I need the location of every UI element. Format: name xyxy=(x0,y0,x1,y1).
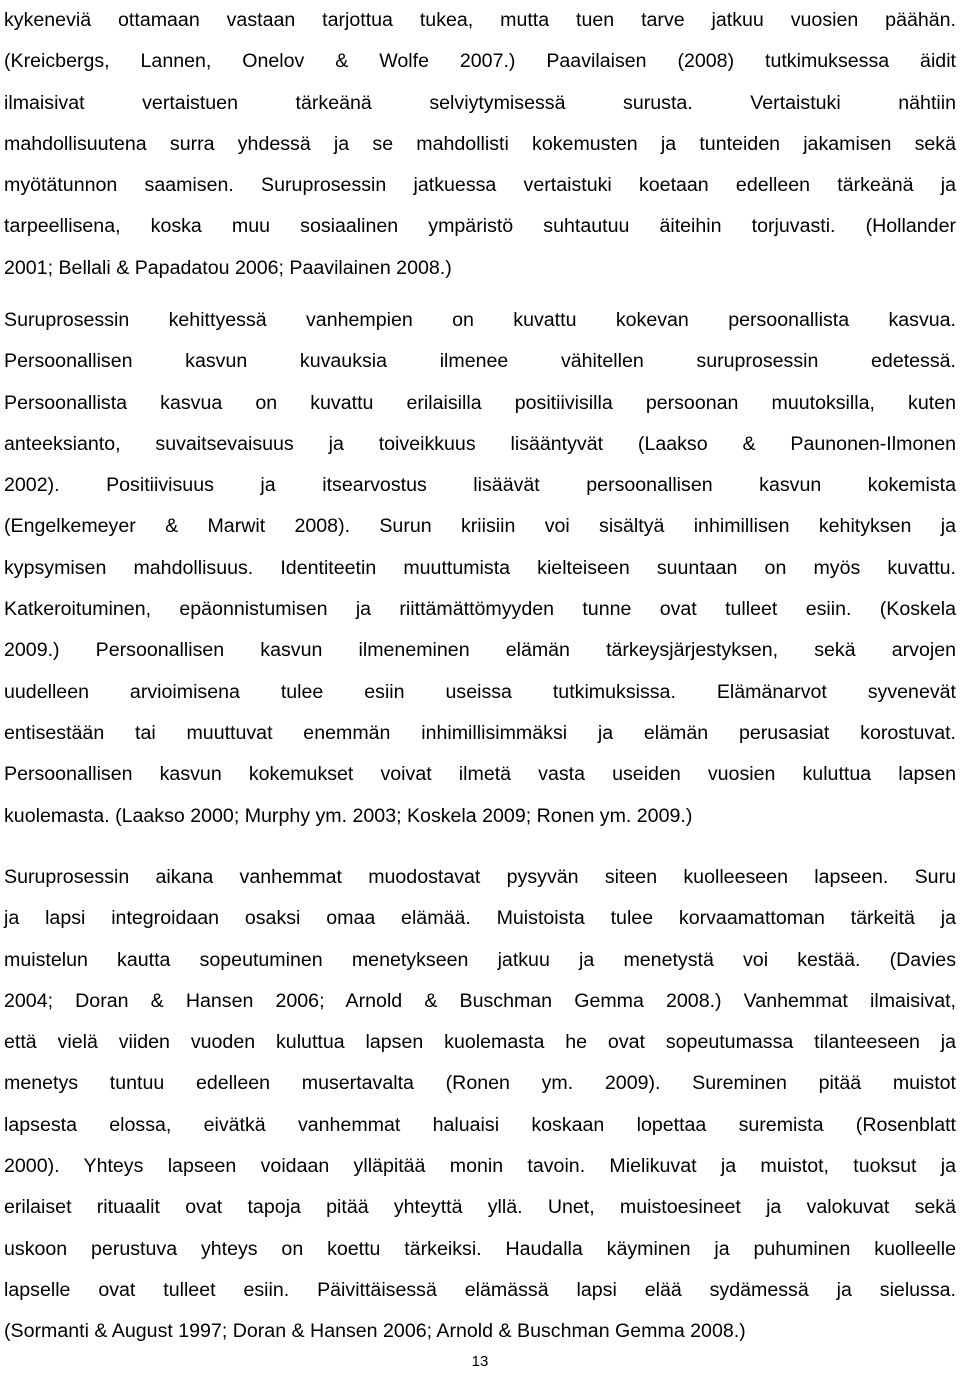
text-line: uskoon perustuva yhteys on koettu tärkeiksi. Haudalla käyminen ja puhuminen kuolleelle xyxy=(4,1237,956,1260)
text-line: tarpeellisena, koska muu sosiaalinen ympäristö suhtautuu äiteihin torjuvasti. (Hollander xyxy=(4,215,956,238)
text-line: 2001; Bellali & Papadatou 2006; Paavilainen 2008.) xyxy=(4,256,452,279)
text-line: mahdollisuutena surra yhdessä ja se mahdollisti kokemusten ja tunteiden jakamisen sekä xyxy=(4,132,956,155)
paragraph-2 xyxy=(4,300,956,837)
text-line: 2009.) Persoonallisen kasvun ilmeneminen elämän tärkeysjärjestyksen, sekä arvojen xyxy=(4,639,956,662)
paragraph-3 xyxy=(4,857,956,1353)
text-line: muistelun kautta sopeutuminen menetykseen jatkuu ja menetystä voi kestää. (Davies xyxy=(4,948,956,971)
text-line: että vielä viiden vuoden kuluttua lapsen kuolemasta he ovat sopeutumassa tilanteeseen ja xyxy=(4,1031,956,1054)
text-line: kykeneviä ottamaan vastaan tarjottua tukea, mutta tuen tarve jatkuu vuosien päähän. xyxy=(4,9,956,31)
text-line: (Sormanti & August 1997; Doran & Hansen 2006; Arnold & Buschman Gemma 2008.) xyxy=(4,1320,746,1343)
text-line: Persoonallisen kasvun kuvauksia ilmenee vähitellen suruprosessin edetessä. xyxy=(4,350,956,373)
text-line: entisestään tai muuttuvat enemmän inhimillisimmäksi ja elämän perusasiat korostuvat. xyxy=(4,721,956,744)
text-line: anteeksianto, suvaitsevaisuus ja toiveikkuus lisääntyvät (Laakso & Paunonen-Ilmonen xyxy=(4,432,956,455)
text-line: Persoonallista kasvua on kuvattu erilaisilla positiivisilla persoonan muutoksilla, kuten xyxy=(4,391,956,414)
text-line: ja lapsi integroidaan osaksi omaa elämää. Muistoista tulee korvaamattoman tärkeitä ja xyxy=(4,907,956,930)
text-line: 2002). Positiivisuus ja itsearvostus lisäävät persoonallisen kasvun kokemista xyxy=(4,474,956,497)
text-line: kuolemasta. (Laakso 2000; Murphy ym. 2003; Koskela 2009; Ronen ym. 2009.) xyxy=(4,804,693,827)
text-line: menetys tuntuu edelleen musertavalta (Ronen ym. 2009). Sureminen pitää muistot xyxy=(4,1072,956,1095)
paragraph-1 xyxy=(4,0,956,289)
text-line: 2000). Yhteys lapseen voidaan ylläpitää monin tavoin. Mielikuvat ja muistot, tuoksut ja xyxy=(4,1155,956,1178)
text-line: Suruprosessin kehittyessä vanhempien on kuvattu kokevan persoonallista kasvua. xyxy=(4,309,956,331)
text-line: ilmaisivat vertaistuen tärkeänä selviytymisessä surusta. Vertaistuki nähtiin xyxy=(4,91,956,114)
text-line: Katkeroituminen, epäonnistumisen ja riittämättömyyden tunne ovat tulleet esiin. (Koskela xyxy=(4,598,956,621)
page-number: 13 xyxy=(471,1353,489,1370)
text-line: Persoonallisen kasvun kokemukset voivat ilmetä vasta useiden vuosien kuluttua lapsen xyxy=(4,763,956,786)
text-line: myötätunnon saamisen. Suruprosessin jatkuessa vertaistuki koetaan edelleen tärkeänä ja xyxy=(4,174,956,197)
text-line: (Engelkemeyer & Marwit 2008). Surun kriisiin voi sisältyä inhimillisen kehityksen ja xyxy=(4,515,956,538)
text-line: uudelleen arvioimisena tulee esiin useissa tutkimuksissa. Elämänarvot syvenevät xyxy=(4,680,956,703)
text-line: erilaiset rituaalit ovat tapoja pitää yhteyttä yllä. Unet, muistoesineet ja valokuvat sekä xyxy=(4,1196,956,1219)
text-line: 2004; Doran & Hansen 2006; Arnold & Buschman Gemma 2008.) Vanhemmat ilmaisivat, xyxy=(4,989,956,1012)
text-line: Suruprosessin aikana vanhemmat muodostavat pysyvän siteen kuolleeseen lapseen. Suru xyxy=(4,866,956,888)
text-line: (Kreicbergs, Lannen, Onelov & Wolfe 2007.) Paavilaisen (2008) tutkimuksessa äidit xyxy=(4,50,956,73)
text-line: kypsymisen mahdollisuus. Identiteetin muuttumista kielteiseen suuntaan on myös kuvattu. xyxy=(4,556,956,579)
text-line: lapsesta elossa, eivätkä vanhemmat haluaisi koskaan lopettaa suremista (Rosenblatt xyxy=(4,1113,956,1136)
text-line: lapselle ovat tulleet esiin. Päivittäisessä elämässä lapsi elää sydämessä ja sielussa. xyxy=(4,1278,956,1301)
